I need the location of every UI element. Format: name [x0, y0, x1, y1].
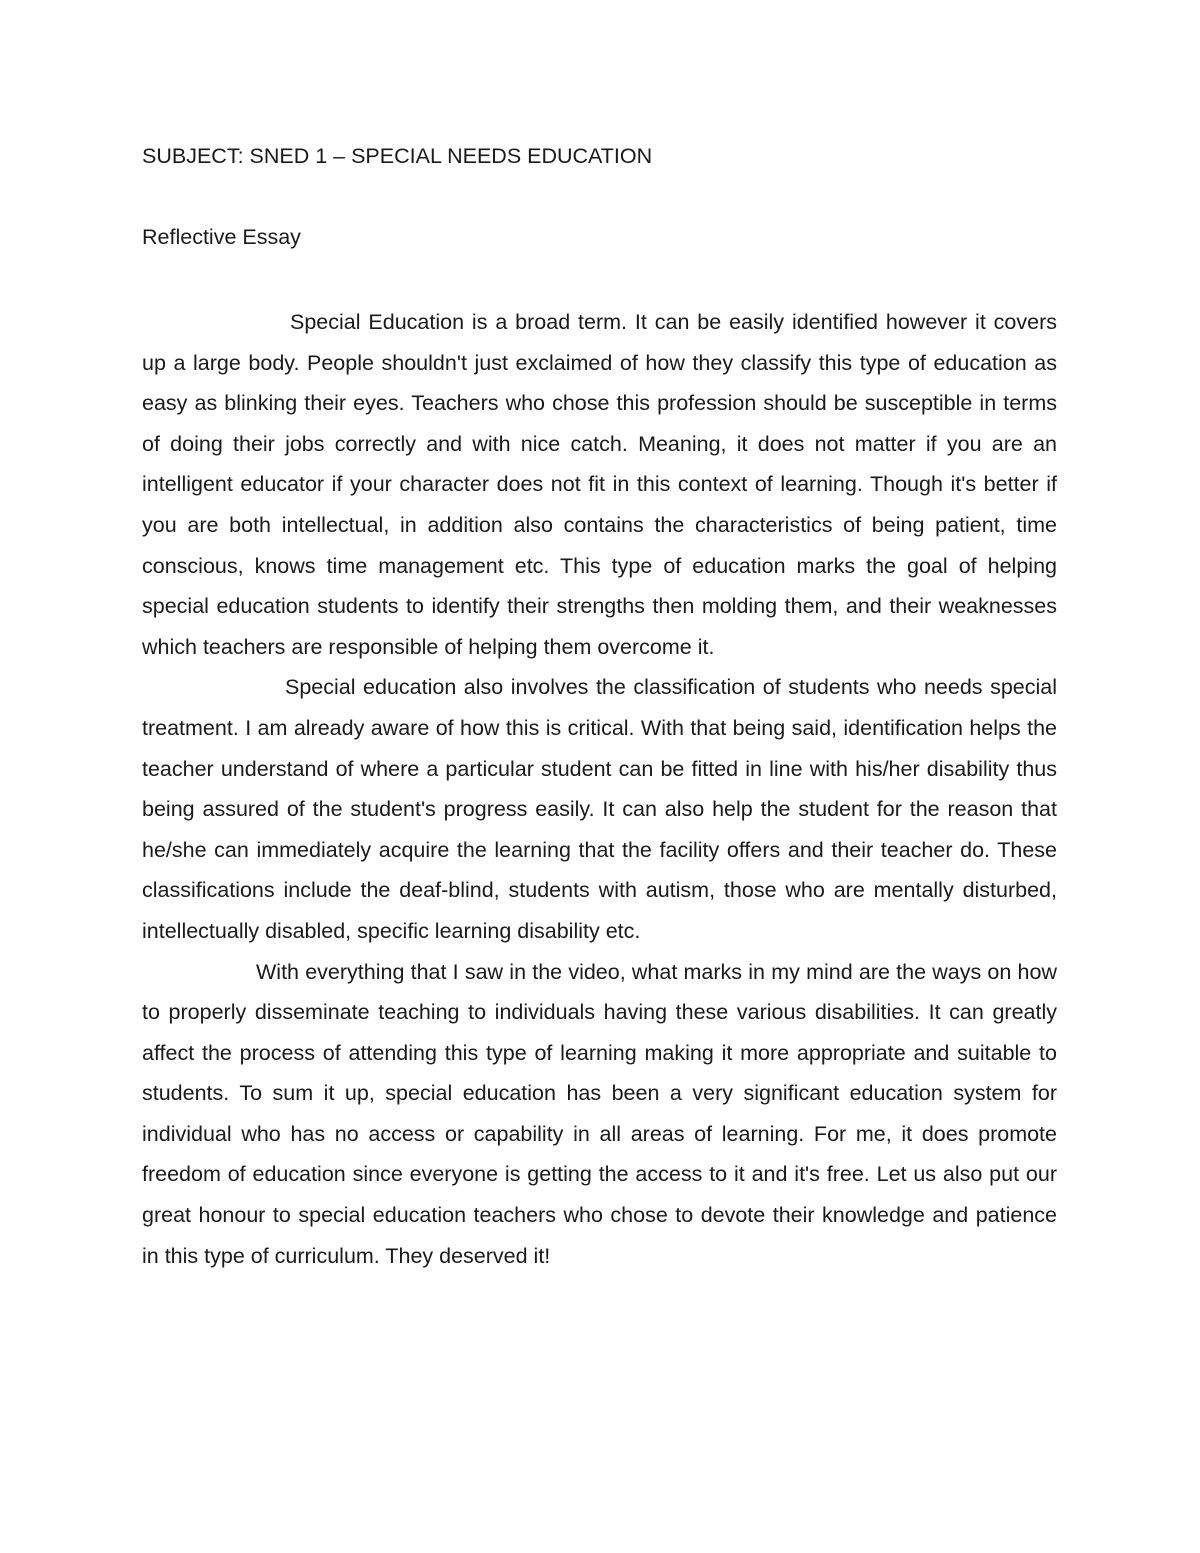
subject-heading: SUBJECT: SNED 1 – SPECIAL NEEDS EDUCATION — [142, 144, 653, 168]
document-body — [142, 140, 1057, 1276]
essay-paragraph-1: Special Education is a broad term. It can be easily identified however it covers up a large body. People shouldn't just exclaimed of how they classify this type of education as easy as blinking their eyes. Teachers who chose this profession should be susceptible in terms of doing their jobs correctly and with nice catch. Meaning, it does not matter if you are an intelligent educator if your character does not fit in this context of learning. Though it's better if you are both intellectual, in addition also contains the characteristics of being patient, time conscious, knows time management etc. This type of education marks the goal of helping special education students to identify their strengths then molding them, and their weaknesses which teachers are responsible of helping them overcome it. — [142, 310, 1057, 659]
essay-paragraph-3: With everything that I saw in the video, what marks in my mind are the ways on how to properly disseminate teaching to individuals having these various disabilities. It can greatly affect the process of attending this type of learning making it more appropriate and suitable to students. To sum it up, special education has been a very significant education system for individual who has no access or capability in all areas of learning. For me, it does promote freedom of education since everyone is getting the access to it and it's free. Let us also put our great honour to special education teachers who chose to devote their knowledge and patience in this type of curriculum. They deserved it! — [142, 959, 1057, 1268]
essay-type-label: Reflective Essay — [142, 225, 301, 249]
essay-paragraph-2: Special education also involves the classification of students who needs special treatment. I am already aware of how this is critical. With that being said, identification helps the teacher understand of where a particular student can be fitted in line with his/her disability thus being assured of the student's progress easily. It can also help the student for the reason that he/she can immediately acquire the learning that the facility offers and their teacher do. These classifications include the deaf-blind, students with autism, those who are mentally disturbed, intellectually disabled, specific learning disability etc. — [142, 675, 1057, 943]
